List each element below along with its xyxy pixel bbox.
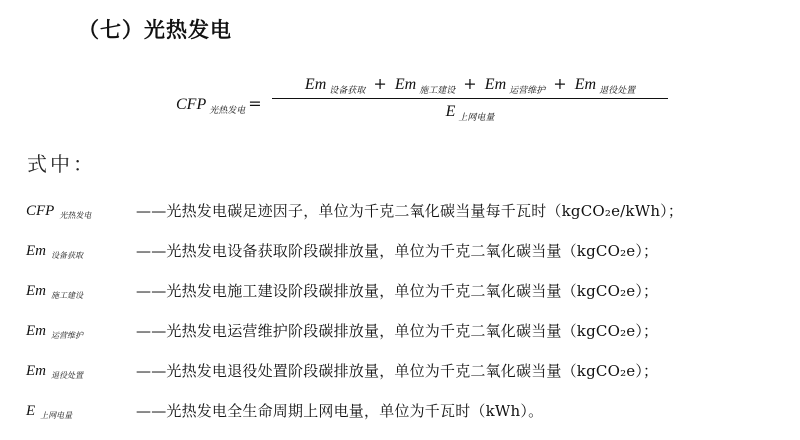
definition-row <box>26 400 786 440</box>
definition-symbol <box>26 320 83 341</box>
definition-row <box>26 360 786 400</box>
definition-text: ——光热发电退役处置阶段碳排放量，单位为千克二氧化碳当量（kgCO₂e）； <box>136 362 659 380</box>
definition-symbol-main: Em <box>26 363 46 379</box>
definition-symbol-subscript: 上网电量 <box>40 411 73 420</box>
definition-symbol-main: Em <box>26 283 46 299</box>
formula-numerator <box>270 74 670 98</box>
definition-symbol-subscript: 退役处置 <box>51 371 83 380</box>
formula-fraction <box>270 74 670 123</box>
definition-symbol-subscript: 运营维护 <box>51 331 83 340</box>
section-title: （七）光热发电 <box>78 18 232 42</box>
numerator-term-subscript: 设备获取 <box>329 86 366 96</box>
definition-text: ——光热发电施工建设阶段碳排放量，单位为千克二氧化碳当量（kgCO₂e）； <box>136 282 659 300</box>
definition-symbol-main: Em <box>26 243 46 259</box>
definition-row <box>26 240 786 280</box>
definition-row <box>26 200 786 240</box>
definition-text: ——光热发电全生命周期上网电量，单位为千瓦时（kWh）。 <box>136 402 544 420</box>
numerator-term-symbol: Em <box>304 76 327 93</box>
numerator-term-subscript: 施工建设 <box>419 86 456 96</box>
definition-symbol-main: Em <box>26 323 46 339</box>
definition-row <box>26 280 786 320</box>
plus-sign: + <box>463 74 477 93</box>
definition-symbol <box>26 360 83 381</box>
definition-list <box>26 200 786 440</box>
where-label: 式中： <box>27 152 96 176</box>
denominator-symbol: E <box>445 103 456 120</box>
numerator-term-subscript: 退役处置 <box>599 86 636 96</box>
formula-equals: = <box>248 94 262 113</box>
definition-symbol <box>26 240 83 261</box>
formula-lhs-symbol: CFP <box>176 96 207 113</box>
definition-symbol-main: E <box>26 403 36 419</box>
definition-symbol-subscript: 施工建设 <box>51 291 83 300</box>
definition-symbol <box>26 400 72 421</box>
formula-denominator <box>270 99 670 123</box>
definition-text: ——光热发电运营维护阶段碳排放量，单位为千克二氧化碳当量（kgCO₂e）； <box>136 322 659 340</box>
carbon-footprint-formula <box>176 74 676 134</box>
numerator-term-symbol: Em <box>574 76 597 93</box>
formula-lhs-subscript: 光热发电 <box>209 106 246 116</box>
plus-sign: + <box>553 74 567 93</box>
definition-symbol-subscript: 设备获取 <box>51 251 83 260</box>
definition-symbol <box>26 280 83 301</box>
definition-symbol-main: CFP <box>26 203 55 219</box>
plus-sign: + <box>373 74 387 93</box>
denominator-subscript: 上网电量 <box>458 113 495 123</box>
definition-row <box>26 320 786 360</box>
definition-symbol <box>26 200 91 221</box>
numerator-term-subscript: 运营维护 <box>509 86 546 96</box>
numerator-term-symbol: Em <box>484 76 507 93</box>
definition-text: ——光热发电设备获取阶段碳排放量，单位为千克二氧化碳当量（kgCO₂e）； <box>136 242 659 260</box>
definition-symbol-subscript: 光热发电 <box>59 211 92 220</box>
formula-lhs <box>176 94 265 116</box>
numerator-term-symbol: Em <box>394 76 417 93</box>
definition-text: ——光热发电碳足迹因子，单位为千克二氧化碳当量每千瓦时（kgCO₂e/kWh）； <box>136 202 684 220</box>
